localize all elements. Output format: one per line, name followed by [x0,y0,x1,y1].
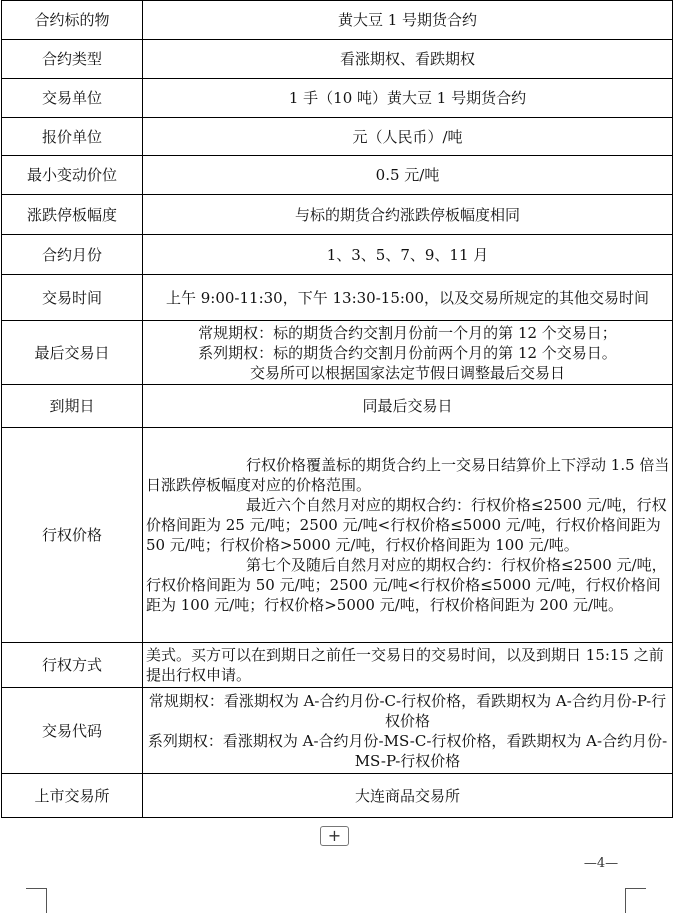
table-row [2,643,673,688]
table-row [2,321,673,385]
table-row [2,1,673,40]
table-row [2,385,673,428]
table-row [2,195,673,235]
row-value [143,688,673,774]
row-value [143,321,673,385]
row-label: 涨跌停板幅度 [2,195,143,235]
row-value [143,428,673,643]
row-label: 最小变动价位 [2,156,143,195]
row-value: 上午 9:00-11:30，下午 13:30-15:00，以及交易所规定的其他交易时间 [143,275,673,321]
row-value: 0.5 元/吨 [143,156,673,195]
row-value: 元（人民币）/吨 [143,118,673,156]
table-row [2,118,673,156]
row-label: 行权价格 [2,428,143,643]
row-value-line: 交易所可以根据国家法定节假日调整最后交易日 [249,363,565,382]
table-row [2,235,673,275]
table-row [2,156,673,195]
add-row-button[interactable]: + [320,826,349,846]
row-value: 黄大豆 1 号期货合约 [143,1,673,40]
row-label: 最后交易日 [2,321,143,385]
row-value: 大连商品交易所 [143,774,673,818]
row-value-paragraph: 第七个及随后自然月对应的期权合约：行权价格≤2500 元/吨，行权价格间距为 50 元/吨；2500 元/吨<行权价格≤5000 元/吨，行权价格间距为 100 元/吨；行权价格>5000 元/吨，行权价格间距为 200 元/吨。 [146,556,667,614]
row-label: 到期日 [2,385,143,428]
contract-spec-table [1,0,673,818]
table-row [2,428,673,643]
row-value: 1 手（10 吨）黄大豆 1 号期货合约 [143,79,673,118]
row-label: 上市交易所 [2,774,143,818]
row-label: 合约标的物 [2,1,143,40]
row-value: 与标的期货合约涨跌停板幅度相同 [143,195,673,235]
row-value: 1、3、5、7、9、11 月 [143,235,673,275]
table-row [2,774,673,818]
crop-mark-bottom-left [26,888,47,913]
crop-mark-bottom-right [625,888,646,913]
table-row [2,79,673,118]
row-label: 交易时间 [2,275,143,321]
row-label: 合约类型 [2,40,143,79]
row-value-line: 系列期权：标的期货合约交割月份前两个月的第 12 个交易日。 [198,343,617,362]
row-label: 行权方式 [2,643,143,688]
row-value: 同最后交易日 [143,385,673,428]
row-label: 报价单位 [2,118,143,156]
row-value-line: 常规期权：看涨期权为 A-合约月份-C-行权价格，看跌期权为 A-合约月份-P-行权价格 [148,691,667,730]
table-row [2,40,673,79]
table-row [2,275,673,321]
row-value: 看涨期权、看跌期权 [143,40,673,79]
table-row [2,688,673,774]
row-label: 交易代码 [2,688,143,774]
row-value-line: 常规期权：标的期货合约交割月份前一个月的第 12 个交易日； [198,323,617,342]
row-value-line: 系列期权：看涨期权为 A-合约月份-MS-C-行权价格，看跌期权为 A-合约月份-MS-P-行权价格 [147,731,668,770]
row-label: 交易单位 [2,79,143,118]
row-label: 合约月份 [2,235,143,275]
row-value-paragraph: 最近六个自然月对应的期权合约：行权价格≤2500 元/吨，行权价格间距为 25 元/吨；2500 元/吨<行权价格≤5000 元/吨，行权价格间距为 50 元/吨；行权价格>5000 元/吨，行权价格间距为 100 元/吨。 [146,496,667,554]
page-number: —4— [583,856,619,871]
row-value: 美式。买方可以在到期日之前任一交易日的交易时间，以及到期日 15:15 之前提出行权申请。 [143,643,673,688]
row-value-paragraph: 行权价格覆盖标的期货合约上一交易日结算价上下浮动 1.5 倍当日涨跌停板幅度对应的价格范围。 [146,456,670,494]
